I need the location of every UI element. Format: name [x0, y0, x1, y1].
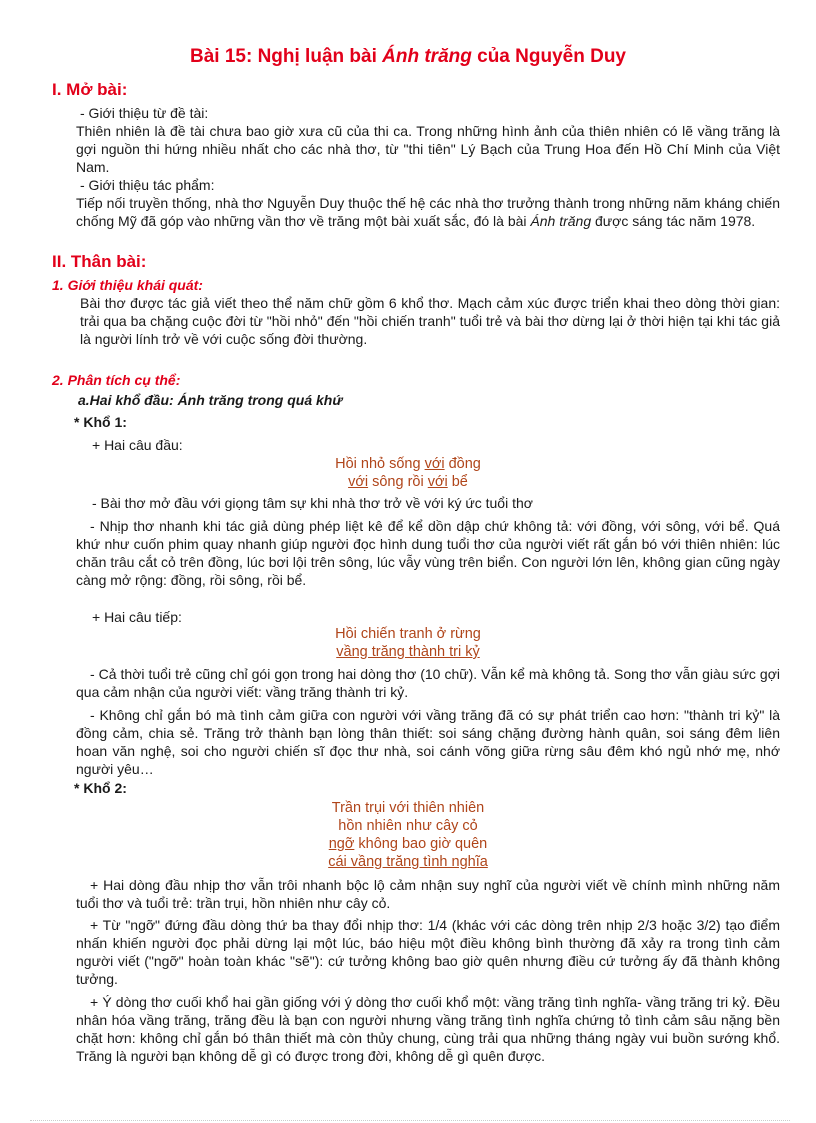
intro-paragraph-topic: Thiên nhiên là đề tài chưa bao giờ xưa cũ của thi ca. Trong những hình ảnh của thiên nhiên có lẽ vầng trăng là gợi nguồn thi hứng nhiều nhất cho các nhà thơ, từ "thi tiên" Lý Bạch của Trung Hoa đến Hồ Chí Minh của Việt Nam.: [76, 123, 780, 175]
section-heading-mo-bai: I. Mở bài:: [52, 80, 128, 99]
stanza-2-comment-3: + Ý dòng thơ cuối khổ hai gần giống với ý dòng thơ cuối khổ một: vầng trăng tình nghĩa- vầng trăng tri kỷ. Đều nhân hóa vầng trăng, trăng đều là bạn con người nhưng vầng trăng tình nghĩa chứng tỏ tình cảm sâu nặng bền chặt hơn: không chỉ gắn bó thân thiết mà còn thủy chung, cùng trải qua những tháng ngày vui buồn sướng khổ. Trăng là người bạn không dễ gì có được trong đời, không dễ gì quên được.: [76, 994, 780, 1064]
poem-stanza-1-b: [0, 625, 816, 661]
first-two-lines-label: + Hai câu đầu:: [92, 437, 183, 453]
stanza-2-comment-2: + Từ "ngỡ" đứng đầu dòng thứ ba thay đổi nhịp thơ: 1/4 (khác với các dòng trên nhịp 2/3 hoặc 3/2) tạo điểm nhấn khiến người đọc phải dừng lại một lúc, báo hiệu một điều không bình thường đã xảy ra trong tình cảm người viết ("ngỡ" hoàn toàn khác "sẽ"): cứ tưởng không bao giờ quên nhưng điều cứ tưởng ấy đã thành không tưởng.: [76, 917, 780, 987]
poem-line: Hồi nhỏ sống với đồng: [335, 456, 481, 472]
poem-line: ngỡ không bao giờ quên: [328, 836, 488, 852]
intro-item-topic: - Giới thiệu từ đề tài:: [80, 105, 209, 121]
stanza-1-comment-1: - Bài thơ mở đầu với giọng tâm sự khi nhà thơ trở về với ký ức tuổi thơ: [92, 495, 533, 511]
stanza-2-label: * Khổ 2:: [74, 780, 127, 796]
poem-line: vầng trăng thành tri kỷ: [336, 644, 480, 660]
poem-line: với sông rồi với bể: [348, 474, 468, 490]
page-footer-divider: [30, 1120, 790, 1121]
subheading-overview: 1. Giới thiệu khái quát:: [52, 277, 203, 293]
section-heading-than-bai: II. Thân bài:: [52, 252, 147, 271]
stanza-2-comment-1: + Hai dòng đầu nhịp thơ vẫn trôi nhanh bộc lộ cảm nhận suy nghĩ của người viết về chính mình những năm tuổi thơ và tuổi trẻ: trần trụi, hồn nhiên như cây cỏ.: [76, 877, 780, 911]
poem-line: Hồi chiến tranh ở rừng: [335, 626, 481, 642]
next-two-lines-label: + Hai câu tiếp:: [92, 609, 182, 625]
subheading-two-stanzas: a.Hai khổ đầu: Ánh trăng trong quá khứ: [78, 392, 343, 408]
poem-line: Trần trụi với thiên nhiên: [331, 800, 485, 816]
poem-stanza-1: [0, 455, 816, 491]
overview-paragraph: Bài thơ được tác giả viết theo thể năm chữ gồm 6 khổ thơ. Mạch cảm xúc được triển khai theo dòng thời gian: trải qua ba chặng cuộc đời từ "hồi nhỏ" đến "hồi chiến tranh" tuổi trẻ và bài thơ dừng lại ở thời hiện tại khi tác giả là người lính trở về với cuộc sống đời thường.: [80, 295, 780, 347]
intro-paragraph-work: Tiếp nối truyền thống, nhà thơ Nguyễn Duy thuộc thế hệ các nhà thơ trưởng thành trong những năm kháng chiến chống Mỹ đã góp vào những vần thơ về trăng một bài xuất sắc, đó là bài Ánh trăng được sáng tác năm 1978.: [76, 195, 780, 229]
stanza-1-label: * Khổ 1:: [74, 414, 127, 430]
poem-line: cái vầng trăng tình nghĩa: [328, 854, 488, 870]
page-title: Bài 15: Nghị luận bài Ánh trăng của Nguyễn Duy: [189, 46, 627, 67]
stanza-1-comment-3: - Cả thời tuổi trẻ cũng chỉ gói gọn trong hai dòng thơ (10 chữ). Vẫn kể mà không tả. Song thơ vẫn giàu sức gợi qua cảm nhận của người viết: vầng trăng thành tri kỷ.: [76, 666, 780, 700]
subheading-analysis: 2. Phân tích cụ thể:: [52, 372, 181, 388]
poem-line: hồn nhiên như cây cỏ: [338, 818, 478, 834]
intro-item-work: - Giới thiệu tác phẩm:: [80, 177, 215, 193]
stanza-1-comment-4: - Không chỉ gắn bó mà tình cảm giữa con người với vầng trăng đã có sự phát triển cao hơn: "thành tri kỷ" là đồng cảm, chia sẻ. Trăng trở thành bạn lòng thân thiết: soi sáng chặng đường hành quân, soi sáng đêm liên hoan văn nghệ, soi cho người chiến sĩ đọc thư nhà, soi cánh võng giữa rừng sâu đêm khó ngủ nhớ mẹ, nhớ người yêu…: [76, 707, 780, 777]
stanza-1-comment-2: - Nhịp thơ nhanh khi tác giả dùng phép liệt kê để kể dồn dập chứ không tả: với đồng, với sông, với bể. Quá khứ như cuốn phim quay nhanh giúp người đọc hình dung tuổi thơ của người viết rất gắn bó với thiên nhiên: lúc chăn trâu cắt cỏ trên đồng, lúc bơi lội trên sông, lúc vẫy vùng trên biển. Con người lớn lên, không gian cũng ngày càng mở rộng: đồng, rồi sông, rồi bể.: [76, 518, 780, 588]
poem-stanza-2: [0, 799, 816, 871]
